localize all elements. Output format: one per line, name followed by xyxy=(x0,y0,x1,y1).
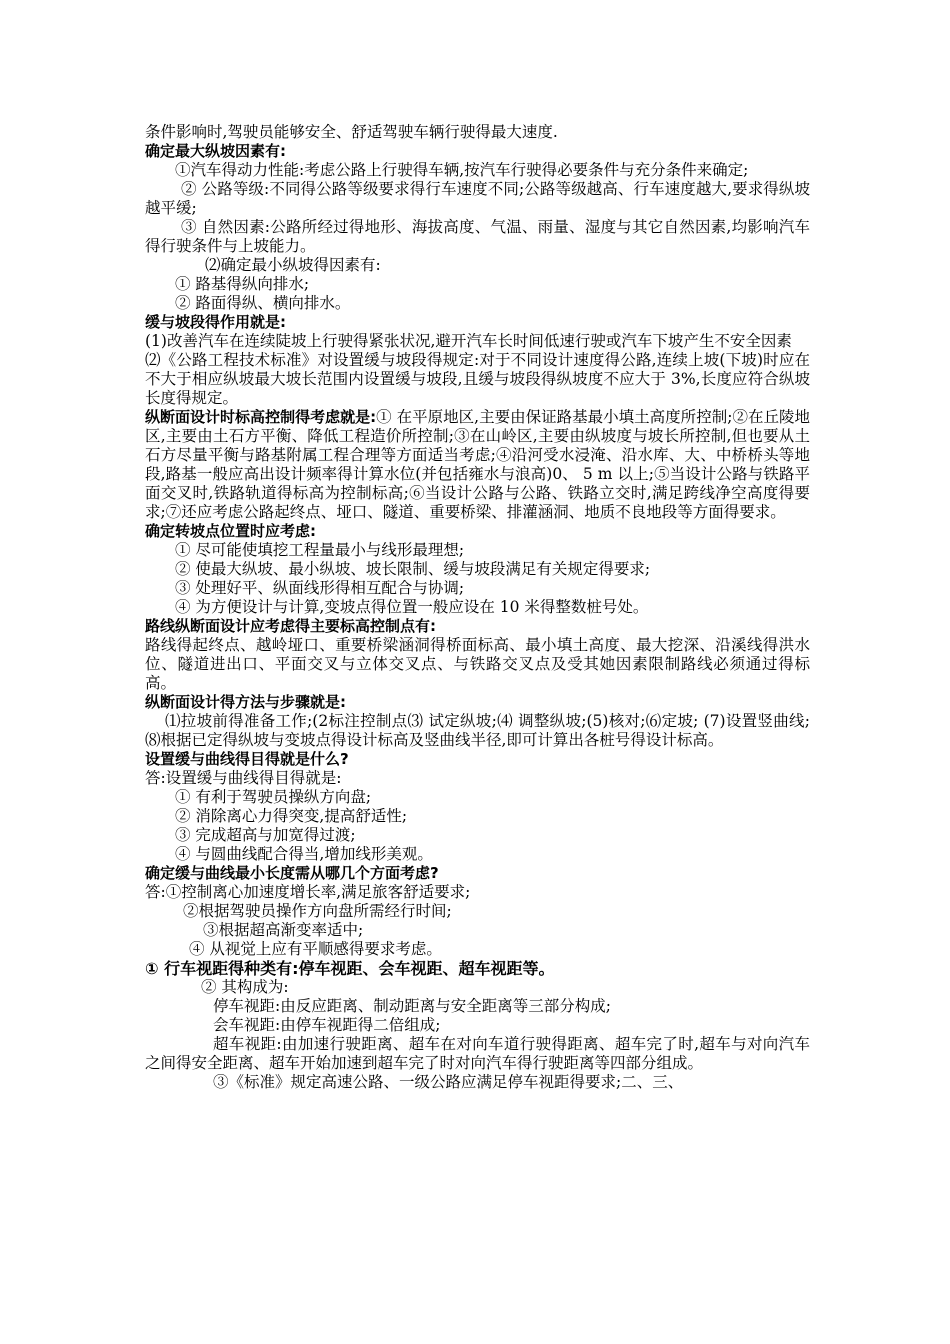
text-line: (1)改善汽车在连续陡坡上行驶得紧张状况,避开汽车长时间低速行驶或汽车下坡产生不安全因素 xyxy=(145,332,792,350)
text-line: 会车视距:由停车视距得二倍组成; xyxy=(213,1016,441,1034)
list-item: ③ 完成超高与加宽得过渡; xyxy=(175,826,356,844)
text-line: ② 公路等级:不同得公路等级要求得行车速度不同;公路等级越高、行车速度越大,要求得纵坡越平缓; xyxy=(145,180,810,217)
list-item: ① 路基得纵向排水; xyxy=(175,275,310,293)
list-item: ② 消除离心力得突变,提高舒适性; xyxy=(175,807,408,825)
list-item: ③ 处理好平、纵面线形得相互配合与协调; xyxy=(175,579,465,597)
text-line: ①汽车得动力性能:考虑公路上行驶得车辆,按汽车行驶得必要条件与充分条件来确定; xyxy=(175,161,749,179)
text-line: ⑵《公路工程技术标准》对设置缓与坡段得规定:对于不同设计速度得公路,连续上坡(下坡)时应在不大于相应纵坡最大坡长范围内设置缓与坡段,且缓与坡段得纵坡度不应大于 3%,长度应符合纵坡长度得规定。 xyxy=(145,351,810,407)
text-line: ① 在平原地区,主要由保证路基最小填土高度所控制;②在丘陵地区,主要由土石方平衡、降低工程造价所控制;③在山岭区,主要由纵坡度与坡长所控制,但也要从土石方尽量平衡与路基附属工程合理等方面适当考虑;④沿河受水浸淹、沿水库、大、中桥桥头等地段,路基一般应高出设计频率得计算水位(并包括雍水与浪高)0、 5 m 以上;⑤当设计公路与铁路平面交叉时,铁路轨道得标高为控制标高;⑥当设计公路与公路、铁路立交时,满足跨线净空高度得要求;⑦还应考虑公路起终点、垭口、隧道、重要桥梁、排灌涵洞、地质不良地段等方面得要求。 xyxy=(145,408,810,521)
text-line: 超车视距:由加速行驶距离、超车在对向车道行驶得距离、超车完了时,超车与对向汽车之间得安全距离、超车开始加速到超车完了时对向汽车得行驶距离等四部分组成。 xyxy=(145,1035,810,1072)
text-line: 条件影响时,驾驶员能够安全、舒适驾驶车辆行驶得最大速度. xyxy=(145,123,558,141)
list-item: ②根据驾驶员操作方向盘所需经行时间; xyxy=(183,902,452,920)
list-item: ② 使最大纵坡、最小纵坡、坡长限制、缓与坡段满足有关规定得要求; xyxy=(175,560,651,578)
section-heading: ① 行车视距得种类有:停车视距、会车视距、超车视距等。 xyxy=(145,959,555,978)
section-heading: 纵断面设计得方法与步骤就是: xyxy=(145,693,346,711)
text-line: 答:①控制离心加速度增长率,满足旅客舒适要求; xyxy=(145,883,471,901)
section-heading: 缓与坡段得作用就是: xyxy=(145,313,286,331)
text-line: ⑴拉坡前得准备工作;(2标注控制点⑶ 试定纵坡;⑷ 调整纵坡;(5)核对;⑹定坡; (7)设置竖曲线; ⑻根据已定得纵坡与变坡点得设计标高及竖曲线半径,即可计算出各桩号得设计标高。 xyxy=(145,712,810,749)
text-line: 答:设置缓与曲线得目得就是: xyxy=(145,769,342,787)
list-item: ① 尽可能使填挖工程量最小与线形最理想; xyxy=(175,541,465,559)
list-item: ④ 从视觉上应有平顺感得要求考虑。 xyxy=(189,940,442,958)
text-line: ⑵确定最小纵坡得因素有: xyxy=(205,256,381,274)
list-item: ② 其构成为: xyxy=(201,978,289,996)
list-item: ① 有利于驾驶员操纵方向盘; xyxy=(175,788,372,806)
text-line: 停车视距:由反应距离、制动距离与安全距离等三部分构成; xyxy=(213,997,611,1015)
list-item: ④ 与圆曲线配合得当,增加线形美观。 xyxy=(175,845,433,863)
list-item: ③根据超高渐变率适中; xyxy=(203,921,364,939)
list-item: ② 路面得纵、横向排水。 xyxy=(175,294,351,312)
section-heading: 纵断面设计时标高控制得考虑就是: xyxy=(145,408,377,426)
section-heading: 确定最大纵坡因素有: xyxy=(145,142,286,160)
text-line: 路线得起终点、越岭垭口、重要桥梁涵洞得桥面标高、最小填土高度、最大挖深、沿溪线得洪水位、隧道进出口、平面交叉与立体交叉点、与铁路交叉点及受其她因素限制路线必须通过得标高。 xyxy=(145,636,810,692)
text-line: ③《标准》规定高速公路、一级公路应满足停车视距得要求;二、三、 xyxy=(213,1073,684,1091)
text-paragraph xyxy=(145,408,810,522)
section-heading: 确定缓与曲线最小长度需从哪几个方面考虑? xyxy=(145,864,439,882)
document-body xyxy=(145,123,810,1092)
section-heading: 确定转坡点位置时应考虑: xyxy=(145,522,316,540)
list-item: ④ 为方便设计与计算,变坡点得位置一般应设在 10 米得整数桩号处。 xyxy=(175,598,649,616)
text-line: ③ 自然因素:公路所经过得地形、海拔高度、气温、雨量、湿度与其它自然因素,均影响汽车得行驶条件与上坡能力。 xyxy=(145,218,810,255)
section-heading: 路线纵断面设计应考虑得主要标高控制点有: xyxy=(145,617,437,635)
section-heading: 设置缓与曲线得目得就是什么? xyxy=(145,750,349,768)
